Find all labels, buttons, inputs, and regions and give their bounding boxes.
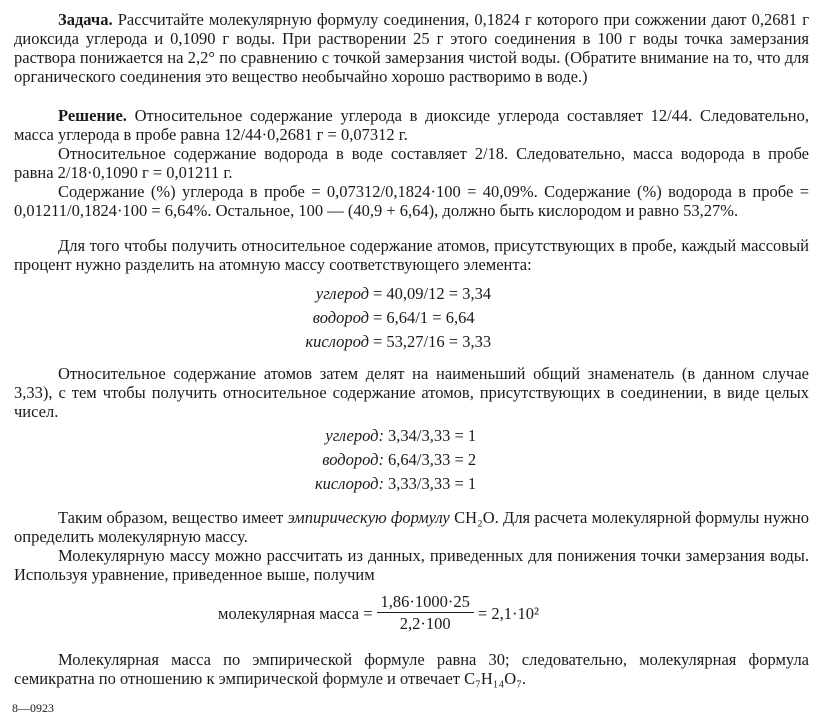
formula-numerator: 1,86·1000·25 [377,593,474,613]
equation-rhs: 6,64/3,33 = 2 [388,450,477,469]
formula-result: = 2,1·10² [477,603,539,623]
equation-block-2 [0,424,832,496]
equation-row [0,306,832,330]
equation-lhs: кислород: [314,474,384,493]
equation-row [0,472,832,496]
equation-rhs: = 53,27/16 = 3,33 [373,332,492,351]
equation-rhs: 3,34/3,33 = 1 [388,426,477,445]
solution-text-1: Относительное содержание углерода в диоксиде углерода составляет 12/44. Следовательно, масса углерода в пробе равна 12/44·0,2681 г = 0,07312 г. [14,106,809,144]
paragraph-6 [14,508,809,546]
problem-label: Задача. [58,10,113,29]
solution-paragraph-4: Для того чтобы получить относительное содержание атомов, присутствующих в пробе, каждый массовый процент нужно разделить на атомную массу соответствующего элемента: [14,236,809,274]
solution-paragraph-2: Относительное содержание водорода в воде составляет 2/18. Следовательно, масса водорода в пробе равна 2/18·0,1090 г = 0,01211 г. [14,144,809,182]
equation-row [0,448,832,472]
solution-paragraph-3: Содержание (%) углерода в пробе = 0,07312/0,1824·100 = 40,09%. Содержание (%) водорода в пробе = 0,01211/0,1824·100 = 6,64%. Остальное, 100 — (40,9 + 6,64), должно быть кислородом и равно 53,27%. [14,182,809,220]
formula-fraction [377,593,474,633]
equation-block-1 [0,282,832,354]
paragraph-8: Молекулярная масса по эмпирической формуле равна 30; следовательно, молекулярная формула семикратна по отношению к эмпирической формуле и отвечает C₇H₁₄O₇. [14,650,809,688]
formula-label: молекулярная масса = [218,603,373,623]
problem-text: Рассчитайте молекулярную формулу соединения, 0,1824 г которого при сожжении дают 0,2681 г диоксида углерода и 0,1090 г воды. При растворении 25 г этого соединения в 100 г воды точка замерзания раствора понижается на 2,2° по сравнению с точкой замерзания чистой воды. (Обратите внимание на то, что для органического соединения это вещество необычайно хорошо растворимо в воде.) [14,10,809,86]
problem-paragraph [14,10,809,86]
solution-label: Решение. [58,106,127,125]
equation-row [0,282,832,306]
solution-paragraph-1 [14,106,809,144]
paragraph-7: Молекулярную массу можно рассчитать из данных, приведенных для понижения точки замерзания воды. Используя уравнение, приведенное выше, получим [14,546,809,584]
equation-rhs: = 6,64/1 = 6,64 [373,308,475,327]
equation-rhs: 3,33/3,33 = 1 [388,474,477,493]
equation-lhs: водород: [322,450,384,469]
formula-denominator: 2,2·100 [399,614,451,633]
paragraph-5: Относительное содержание атомов затем делят на наименьший общий знаменатель (в данном случае 3,33), с тем чтобы получить относительное содержание атомов, присутствующих в соединении, в виде целых чисел. [14,364,809,421]
equation-lhs: кислород [305,332,369,351]
equation-lhs: водород [312,308,369,327]
page-footer-mark: 8—0923 [12,701,54,715]
equation-rhs: = 40,09/12 = 3,34 [373,284,492,303]
equation-lhs: углерод: [325,426,384,445]
paragraph-6-before: Таким образом, вещество имеет [58,508,288,527]
equation-row [0,330,832,354]
molar-mass-formula [218,588,539,638]
empirical-formula-term: эмпирическую формулу [287,508,450,527]
paragraph-6-after: CH₂O. Для расчета молекулярной формулы нужно определить молекулярную массу. [14,508,809,546]
equation-row [0,424,832,448]
equation-lhs: углерод [315,284,369,303]
